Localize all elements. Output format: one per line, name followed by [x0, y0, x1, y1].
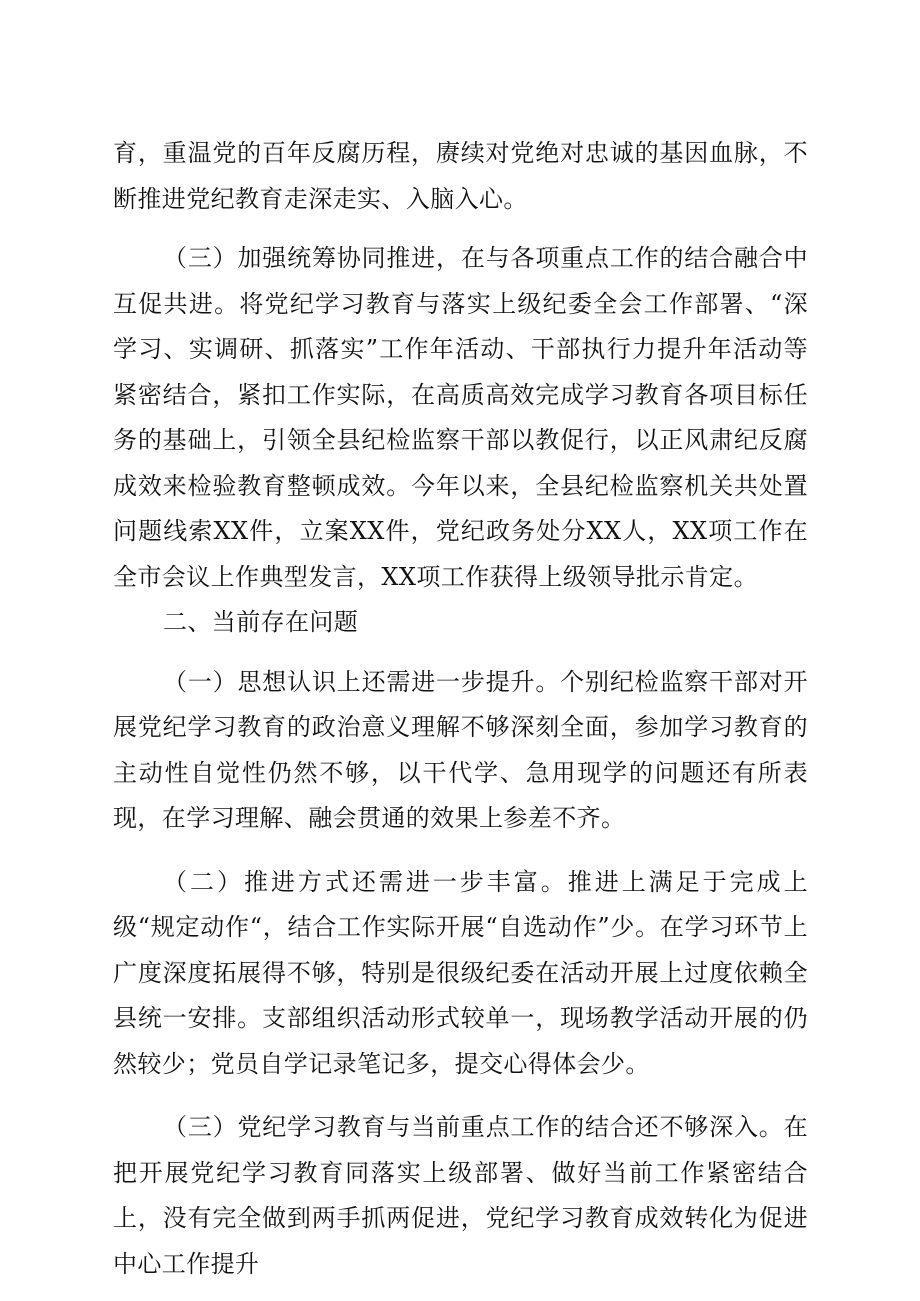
- document-body: [113, 131, 808, 1287]
- heading-current-problems: 二、当前存在问题: [163, 608, 359, 636]
- paragraph-problem-2: （二）推进方式还需进一步丰富。推进上满足于完成上级“规定动作“，结合工作实际开展“自选动作”少。在学习环节上广度深度拓展得不够，特别是很级纪委在活动开展上过度依赖全县统一安排。支部组织活动形式较单一，现场教学活动开展的仍然较少；党员自学记录笔记多，提交心得体会少。: [113, 867, 808, 1078]
- paragraph-continuation: 育，重温党的百年反腐历程，赓续对党绝对忠诚的基因血脉，不断推进党纪教育走深走实、入脑入心。: [113, 139, 808, 213]
- paragraph-problem-1: （一）思想认识上还需进一步提升。个别纪检监察干部对开展党纪学习教育的政治意义理解不够深刻全面，参加学习教育的主动性自觉性仍然不够，以干代学、急用现学的问题还有所表现，在学习理解、融会贯通的效果上参差不齐。: [113, 667, 808, 832]
- paragraph-section-3: （三）加强统筹协同推进，在与各项重点工作的结合融合中互促共进。将党纪学习教育与落实上级纪委全会工作部署、“深学习、实调研、抓落实”工作年活动、干部执行力提升年活动等紧密结合，紧扣工作实际，在高质高效完成学习教育各项目标任务的基础上，引领全县纪检监察干部以教促行，以正风肃纪反腐成效来检验教育整顿成效。今年以来，全县纪检监察机关共处置问题线索XX件，立案XX件，党纪政务处分XX人，XX项工作在全市会议上作典型发言，XX项工作获得上级领导批示肯定。: [113, 244, 808, 591]
- paragraph-problem-3: （三）党纪学习教育与当前重点工作的结合还不够深入。在把开展党纪学习教育同落实上级部署、做好当前工作紧密结合上，没有完全做到两手抓两促进，党纪学习教育成效转化为促进中心工作提升: [113, 1113, 808, 1278]
